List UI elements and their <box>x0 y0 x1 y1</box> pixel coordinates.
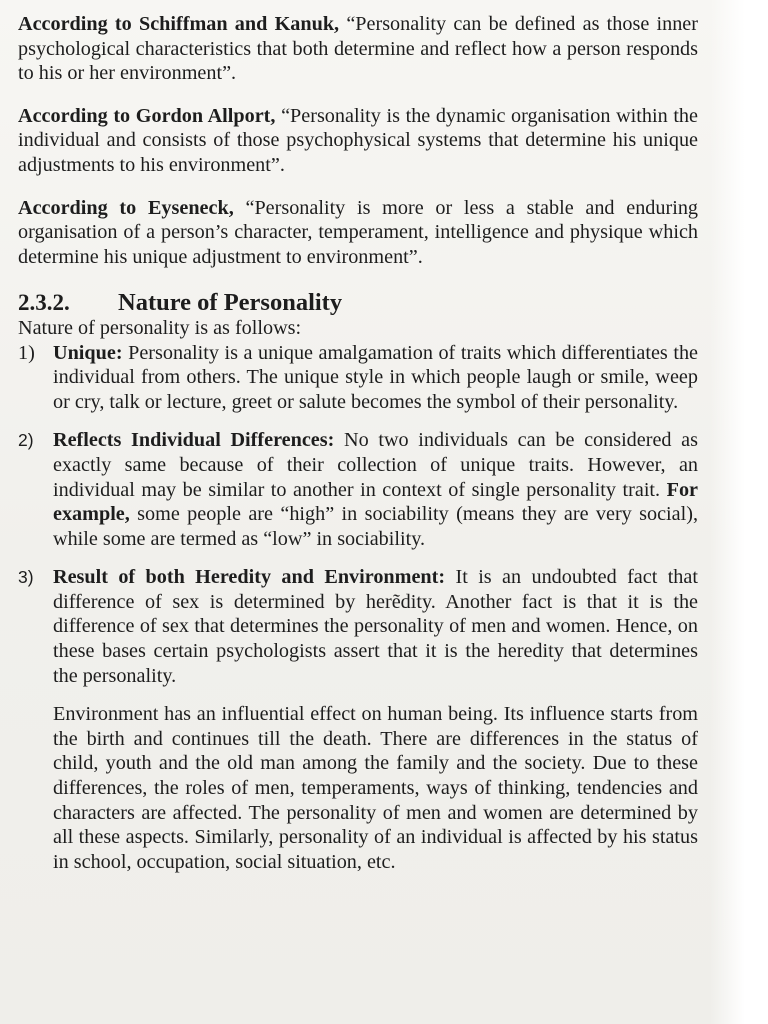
list-item-text: Personality is a unique amalgamation of traits which differentiates the individual from others. The unique style in which people laugh or smile, weep or cry, talk or lecture, greet or salute becomes the symbol of their personality. <box>53 341 698 413</box>
list-item-text: It is an undoubted fact that difference of sex is determined by herẽdity. Another fact is that it is the difference of sex that determines the personality of men and women. Hence, on these bases certain psychologists assert that it is the heredity that determines the personality. <box>53 566 698 687</box>
definition-text: “Personality can be defined as those inner psychological characteristics that both determine and reflect how a person responds to his or her environment”. <box>18 13 698 85</box>
definition-eyseneck <box>18 196 698 270</box>
list-item-lead: Unique: <box>53 341 123 364</box>
definition-gordon-allport <box>18 104 698 178</box>
list-marker: 2) <box>18 430 34 451</box>
list-item-lead: Reflects Individual Differences: <box>53 429 335 452</box>
list-item-followup: Environment has an influential effect on human being. Its influence starts from the birth and continues till the death. There are differences in the status of child, youth and the old man among the family and the society. Due to these differences, the roles of men, temperaments, ways of thinking, tendencies and characters are affected. The personality of men and women are determined by all these aspects. Similarly, personality of an individual is affected by his status in school, occupation, social situation, etc. <box>53 703 698 873</box>
section-heading <box>18 291 698 316</box>
list-item-body <box>53 428 698 551</box>
definition-lead: According to Eyseneck, <box>18 196 234 219</box>
section-number: 2.3.2. <box>18 290 70 316</box>
list-item-text: some people are “high” in sociability (means they are very social), while some are termed as “low” in sociability. <box>53 503 698 550</box>
list-item-body <box>53 565 698 874</box>
list-item-text: No two individuals can be considered as exactly same because of their collection of unique traits. However, an individual may be similar to another in context of single personality trait. <box>53 429 698 501</box>
list-item-paragraph <box>53 428 698 551</box>
definition-lead: According to Gordon Allport, <box>18 104 276 127</box>
list-item-paragraph <box>53 565 698 688</box>
definition-lead: According to Schiffman and Kanuk, <box>18 13 340 35</box>
definition-text: “Personality is more or less a stable and enduring organisation of a person’s character, temperament, intelligence and physique which determine his unique adjustment to environment”. <box>18 196 699 268</box>
list-marker: 1) <box>18 341 35 364</box>
list-item-lead: Result of both Heredity and Environment: <box>53 566 446 589</box>
section-title: Nature of Personality <box>118 289 343 317</box>
list-item-heredity-environment <box>18 565 698 874</box>
list-item-paragraph <box>53 341 698 415</box>
nature-list <box>18 341 698 875</box>
list-item-emphasis: For example, <box>53 478 698 526</box>
list-item-body <box>53 341 698 415</box>
definition-text: “Personality is the dynamic organisation within the individual and consists of those psychophysical systems that determine his unique adjustments to his environment”. <box>18 104 698 176</box>
list-item-individual-differences <box>18 428 698 551</box>
list-marker: 3) <box>18 567 34 588</box>
definition-schiffman-kanuk <box>18 12 698 86</box>
section-intro: Nature of personality is as follows: <box>18 316 302 339</box>
list-item-unique <box>18 341 698 415</box>
